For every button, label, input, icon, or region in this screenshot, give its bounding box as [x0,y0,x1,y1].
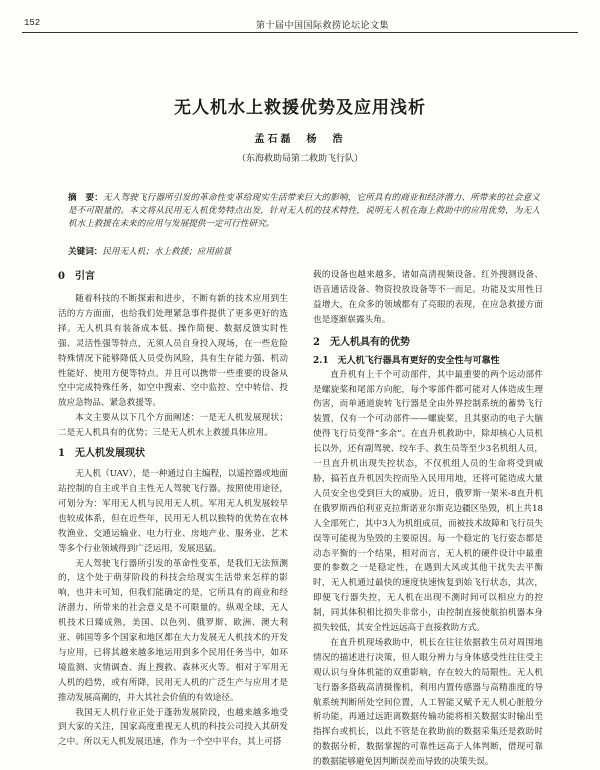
keywords [68,245,540,257]
affiliation: （东海救助局第二救助飞行队） [236,154,363,164]
running-header [24,17,578,31]
keywords-label: 关键词： [68,247,103,257]
paragraph: 无人机（UAV），是一种通过自主编程，以遥控器或地面站控制的自主或半自主性无人驾驶飞行器。按照使用途径，可划分为：军用无人机与民用无人机。军用无人机发展较早也较成体系，但在近些年，民用无人机以独特的优势在农林牧渔业、交通运输业、电力行业、房地产业、服务业、艺术等多个行业领域得到广泛运用，发展迅猛。 [58,469,288,554]
paragraph: 无人驾驶飞行器所引发的革命性变革，是我们无法预测的，这个处于萌芽阶段的科技会给现实生活带来怎样的影响，也并未可知，但我们能确定的是，它所具有的商业和经济潜力、所带来的社会意义是不可限量的。纵观全球，无人机技术日臻成熟，美国、以色列、俄罗斯、欧洲、澳大利亚、韩国等多个国家和地区都在大力发展无人机技术的开发与应用，已将其越来越多地运用到多个民用任务当中，如环境监测、灾情调查、海上搜救、森林灭火等。相对于军用无人机的趋势，或有所降，民用无人机的广泛生产与应用才是推动发展高潮的，并大其社会价值的有效途径。 [58,558,288,703]
paragraph: 载的设备也越来越多，诸如高清视频设备、红外搜测设备、语音通话设备、物资投放设备等不一而足。功能及实用性日益增大，在众多的领域都有了亮眼的表现，在应急救援方面也是逐渐崭露头角。 [313,270,543,325]
paragraph: 本文主要从以下几个方面阐述：一是无人机发展现状；二是无人机具有的优势；三是无人机水上救援具体应用。 [58,413,288,439]
subsection-2-1-heading: 2.1 无人机飞行器具有更好的安全性与可靠性 [313,355,500,366]
left-column [58,268,288,750]
section-1-heading: 1 无人机发展现状 [58,448,145,460]
abstract [68,192,540,232]
article-title: 无人机水上救援优势及应用浅析 [174,98,426,118]
authors: 孟石磊 杨 浩 [254,134,346,145]
right-column [313,268,543,770]
paragraph: 我国无人机行业正处于蓬勃发展阶段，也越来越多地受到大家的关注，国家高度重视无人机的科技公司投入其研发之中。所以无人机发展迅速，作为一个空中平台，其上可搭 [58,707,288,748]
abstract-label: 摘 要： [68,193,103,203]
header-rule [22,32,578,33]
abstract-text: 无人驾驶飞行器所引发的革命性变革给现实生活带来巨大的影响，它所具有的商业和经济潜力、所带来的社会意义是不可限量的。本文将从民用无人机优势特点出发，针对无人机的技术特性，说明无人机在海上救助中的应用优势，为无人机水上救援在未来的应用与发展提供一定可行性研究。 [68,193,540,230]
paragraph: 随着科技的不断探索和进步，不断有新的技术应用到生活的方方面面，也给我们处理紧急事件提供了更多更好的选择。无人机具有装备成本低、操作简便、数据反馈实时性强、灵活性强等特点，无须人员自身投入现场，在一些危险特殊情况下能够降低人员受伤风险，具有生存能力强、机动性能好、使用方便等特点。并且可以携带一些重要的设备从空中完成特殊任务，如空中搜索、空中监控、空中转信、投放应急物品、紧急救援等。 [58,294,288,409]
paragraph: 在直升机现场救助中，机长在往往依据救生员对周围地情况的描述进行决策，但人眼分辨力与身体感受性往往受主观认识与身体机能的双重影响，存在较大的局限性。无人机飞行器多搭载高清摄像机，利用内置传感器与高精准度的导航系统判断所处空间位置，人工智能又赋予无人机心脏般分析功能，再通过远距离数据传输功能将相关数据实时输出至指挥台或机长，以此不管是在救助前的数据采集还是救助时的数据分析，数据掌握的可靠性远高于人体判断，借现可靠的数据能够避免因判断误差而导致的决策失误。 [313,637,543,768]
keywords-text: 民用无人机；水上救援；应用前景 [102,247,232,257]
page-number: 152 [24,18,41,28]
proceedings-title: 第十届中国国际救捞论坛论文集 [256,21,390,31]
section-2-heading: 2 无人机具有的优势 [313,336,410,348]
section-0-heading: 0 引言 [58,271,95,282]
paragraph: 直升机有上千个可动部件，其中最重要的两个运动部件是螺旋桨和尾部方向舵，每个零部件都可能对人体造成生理伤害，而单通道旋转飞行器是全由外界控制系统的蓄势飞行装置，仅有一个可动部件——螺旋桨，且其驱动的电子大脑使得飞行员变得“多余”。在直升机救助中，除却核心人员机长以外，还有副驾驶、绞车手、救生员等至少3名机组人员，一旦直升机出现失控状态，不仅机组人员的生命将受到威胁，搞若直升机因失控而坠入民用用地，还将可能造成大量人员安全也受到巨大的威胁。近日，俄罗斯一架米-8直升机在俄罗斯西伯利亚克拉斯诺亚尔斯克边疆区坠毁，机上共18人全部死亡，其中3人为机组成员，而被技术故障和飞行员失误等可能视为坠毁的主要原因。每一个稳定的飞行姿态都是动态平衡的一个结果，相对而言，无人机的硬件设计中最重要的参数之一是稳定性，在遇到大风或其他干扰失去平衡时，无人机通过最快的速度快速恢复到始飞行状态，其次，即便飞行器失控，无人机在出现不测时间可以相应力的控制，同其体积相比损失非常小，由控制直接使航拍机器本身损失较低，其安全性远远高于直接救助方式。 [313,369,543,634]
